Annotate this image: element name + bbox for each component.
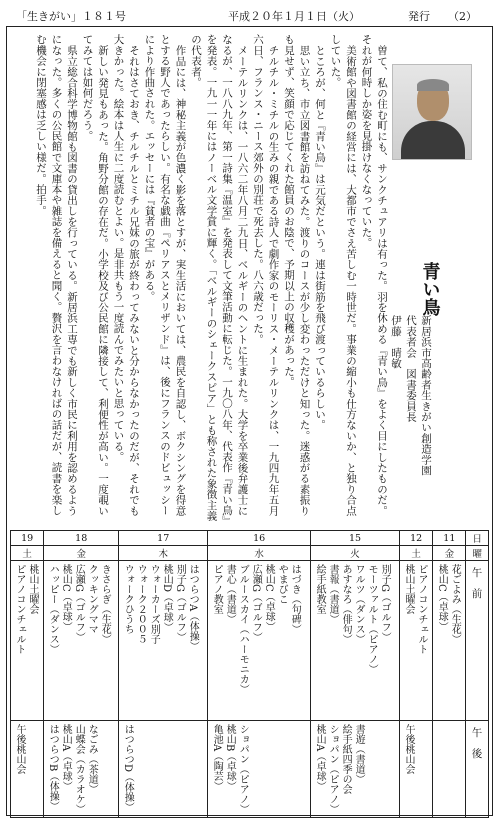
weekday: 金	[433, 546, 466, 561]
article-paragraph: それはさておき、チルチルとミチル兄妹の旅が終わってみないと分からなかったのだが、それでも大きかった。絵本は人生に二度読むとよい。是非共もう一度読んでみたいと思っている。	[112, 34, 140, 516]
activity-item: ワルツ（ダンス）	[353, 564, 365, 644]
weekday: 火	[311, 546, 400, 561]
activity-item: 午後桃山会	[403, 724, 415, 774]
afternoon-activities	[433, 721, 437, 727]
activity-item: 山蝶会（カラオケ）	[73, 724, 85, 814]
activity-item: はづき（句碑）	[289, 564, 301, 634]
author-role: 代表者会 図書委員長	[405, 315, 417, 422]
article-paragraph: チルチル・ミチルの生みの親である詩人で劇作家のモーリス・メーテルリンクは、一九四九年五月六日、フランス・ニース郊外の別荘で死去した。八六歳だった。	[252, 34, 280, 516]
activity-item: モーツァルト（ピアノ）	[366, 564, 378, 674]
activity-item: きさらぎ（生花）	[99, 564, 111, 644]
activity-item: 別子G（ゴルフ）	[379, 564, 391, 642]
day-number: 18	[44, 531, 119, 546]
activity-item: 午後桃山会	[14, 724, 25, 774]
activity-item: ピアノ教室	[211, 564, 223, 614]
activity-item: ショパン（ピアノ）	[237, 724, 249, 814]
morning-activities	[11, 561, 41, 657]
activity-item: 絵手紙教室	[314, 564, 326, 614]
afternoon-cell	[311, 721, 400, 818]
day-number: 16	[208, 531, 311, 546]
activity-item: はつらつB（体操）	[47, 724, 59, 812]
activity-item: やまびこ	[276, 564, 288, 604]
day-number: 15	[311, 531, 400, 546]
afternoon-activities	[208, 721, 251, 817]
activity-item: ピアノコンチェルト	[14, 564, 25, 654]
activity-item: ハッピー（ダンス）	[47, 564, 59, 654]
issue-date: 平成２０年１月１日（火）	[228, 10, 360, 23]
label-afternoon-cell	[466, 721, 489, 818]
author-org: 新居浜市高齢者生きがい創造学園	[420, 315, 432, 476]
morning-activities	[119, 561, 201, 654]
weekday: 金	[44, 546, 119, 561]
morning-activities	[311, 561, 393, 677]
day-number: 11	[433, 531, 466, 546]
activity-item: 桃山A（卓球）	[314, 724, 326, 792]
label-afternoon: 午 後	[470, 727, 483, 759]
day-number: 17	[119, 531, 208, 546]
activity-item: なごみ（茶道）	[86, 724, 98, 794]
morning-cell	[400, 561, 433, 721]
label-morning-cell	[466, 561, 489, 721]
weekday: 木	[119, 546, 208, 561]
morning-activities	[400, 561, 430, 657]
page-number: （2）	[448, 10, 477, 23]
article-title: 青い鳥	[419, 262, 441, 317]
article-body	[17, 34, 389, 524]
article	[10, 30, 489, 530]
weekday: 土	[400, 546, 433, 561]
activity-item: 桃山A（卓球）	[60, 724, 72, 792]
article-paragraph: ところが、何と『青い鳥』は元気だという。連は街筋を飛び渡っているらしい。	[314, 44, 326, 430]
afternoon-activities	[311, 721, 367, 817]
afternoon-activities	[11, 721, 28, 777]
activity-item: 桃山B（卓球）	[224, 724, 236, 792]
morning-cell	[208, 561, 311, 721]
activity-item: 桃山土曜会	[27, 564, 38, 614]
article-paragraph: 作品には、神秘主義が色濃く影を落とすが、実生活においては、農民を自認し、ボクシングを得意とする野人であったらしい。有名な戯曲『ペリアスとメリザンド』は、後にフランスのドビュッシーにより作曲された。エッセーには『貧者の宝』がある。	[143, 34, 187, 516]
activity-item: クッキングママ	[86, 564, 98, 634]
activity-item: 桃山C（卓球）	[60, 564, 72, 632]
morning-cell	[433, 561, 466, 721]
article-paragraph: 曽て、私の住む町にも、サンクチュアリは有った。羽を休める『青い鳥』をよく目にしたものだ。それが何時しか姿を見掛けなくなっていた。	[360, 34, 388, 516]
afternoon-activities	[119, 721, 136, 815]
activity-item: 桃山D（卓球）	[161, 564, 173, 633]
activity-item: 花ごよみ（生花）	[449, 564, 461, 644]
morning-activities	[44, 561, 113, 657]
label-morning: 午 前	[470, 567, 483, 599]
article-paragraph: 思い立ち、市立図書館を訪ねてみた。渡りのコースが少し変わっただけと知った。迷惑がる素振りも見せず、笑顔で応じてくれた館員のお陰で、予期以上の収穫があった。	[283, 34, 311, 516]
morning-cell	[311, 561, 400, 721]
article-author	[388, 315, 433, 530]
author-photo	[392, 64, 472, 160]
activity-item: はつらつD（体操）	[122, 724, 134, 813]
activity-item: ピアノコンチェルト	[416, 564, 428, 654]
article-paragraph: 美術館や図書館の経営には、大都市でさえ苦しむ一時世だ。事業の縮小も仕方ないか、と独り合点していた。	[329, 34, 357, 516]
afternoon-cell	[119, 721, 208, 818]
paper-name: 「生きがい」１８１号	[16, 10, 126, 23]
afternoon-activities	[400, 721, 417, 777]
activity-item: 書報（書道）	[327, 564, 339, 624]
activity-item: 桃山C（卓球）	[263, 564, 275, 632]
header-weekday: 曜	[466, 546, 489, 561]
activity-item: あすなろ（俳句）	[340, 564, 352, 644]
morning-cell	[119, 561, 208, 721]
day-number: 19	[11, 531, 44, 546]
weekday: 土	[11, 546, 44, 561]
morning-activities	[433, 561, 463, 647]
author-name: 伊藤 晴敏	[390, 315, 402, 369]
activity-item: 書心（書道）	[224, 564, 236, 624]
article-paragraph: 新しい発見もあった。角野分館の存在だ。小学校及び公民館に隣接して、利便性が高い。一度覗いてみては如何だろう。	[81, 34, 109, 516]
page-header	[0, 6, 500, 24]
activity-item: ウォーク２００５	[135, 564, 147, 644]
afternoon-cell	[11, 721, 44, 818]
activity-item: 広瀬G（ゴルフ）	[73, 564, 85, 642]
activity-item: 桃山土曜会	[403, 564, 415, 614]
morning-cell	[11, 561, 44, 721]
morning-activities	[208, 561, 303, 697]
article-paragraph: 県立総合科学博物館も図書の貸出しを行っている。新居浜工専でも新しく市民に利用を認めるようになった。多くの公民館で文庫本や雑誌を備えると聞く。贅沢を言わなければの話だが、読書を楽しむ機会に閉塞感は乏しい様だ。拍手。	[35, 34, 78, 516]
activity-item: 絵手紙四季の会	[340, 724, 352, 794]
afternoon-activities	[44, 721, 100, 817]
article-paragraph: メーテルリンクは、一八六二年八月二九日、ベルギーのヘントに生まれた。大学を卒業後弁護士になるが、一八八九年、第一詩集『温室』を発表して文筆活動に転じた。一九〇八年、代表作『青い鳥』を発表。一九一一年にはノーベル文学賞に輝く。「ベルギーのシェークスピア」とも称された象徴主義の代表者。	[190, 34, 249, 521]
morning-cell	[44, 561, 119, 721]
afternoon-cell	[433, 721, 466, 818]
activity-item: 広瀬G（ゴルフ）	[250, 564, 262, 642]
afternoon-cell	[208, 721, 311, 818]
activity-item: 亀池A（陶芸）	[211, 724, 223, 792]
activity-item: ウォーカーズ別子	[148, 564, 160, 644]
issue-label: 発行	[408, 10, 430, 23]
weekday: 水	[208, 546, 311, 561]
header-day: 日	[466, 531, 489, 546]
activity-item: ブルースカイ（ハーモニカ）	[237, 564, 249, 694]
activity-item: ウォークひうち	[122, 564, 134, 634]
activity-item: 桃山C（卓球）	[436, 564, 448, 632]
activity-item: 別子G（ゴルフ）	[174, 564, 186, 642]
afternoon-cell	[44, 721, 119, 818]
activity-item: ショパン（ピアノ）	[327, 724, 339, 814]
schedule-table	[10, 530, 489, 818]
day-number: 12	[400, 531, 433, 546]
activity-item: はつらつA（体操）	[187, 564, 199, 652]
afternoon-cell	[400, 721, 433, 818]
activity-item: 書遊（書道）	[353, 724, 365, 784]
